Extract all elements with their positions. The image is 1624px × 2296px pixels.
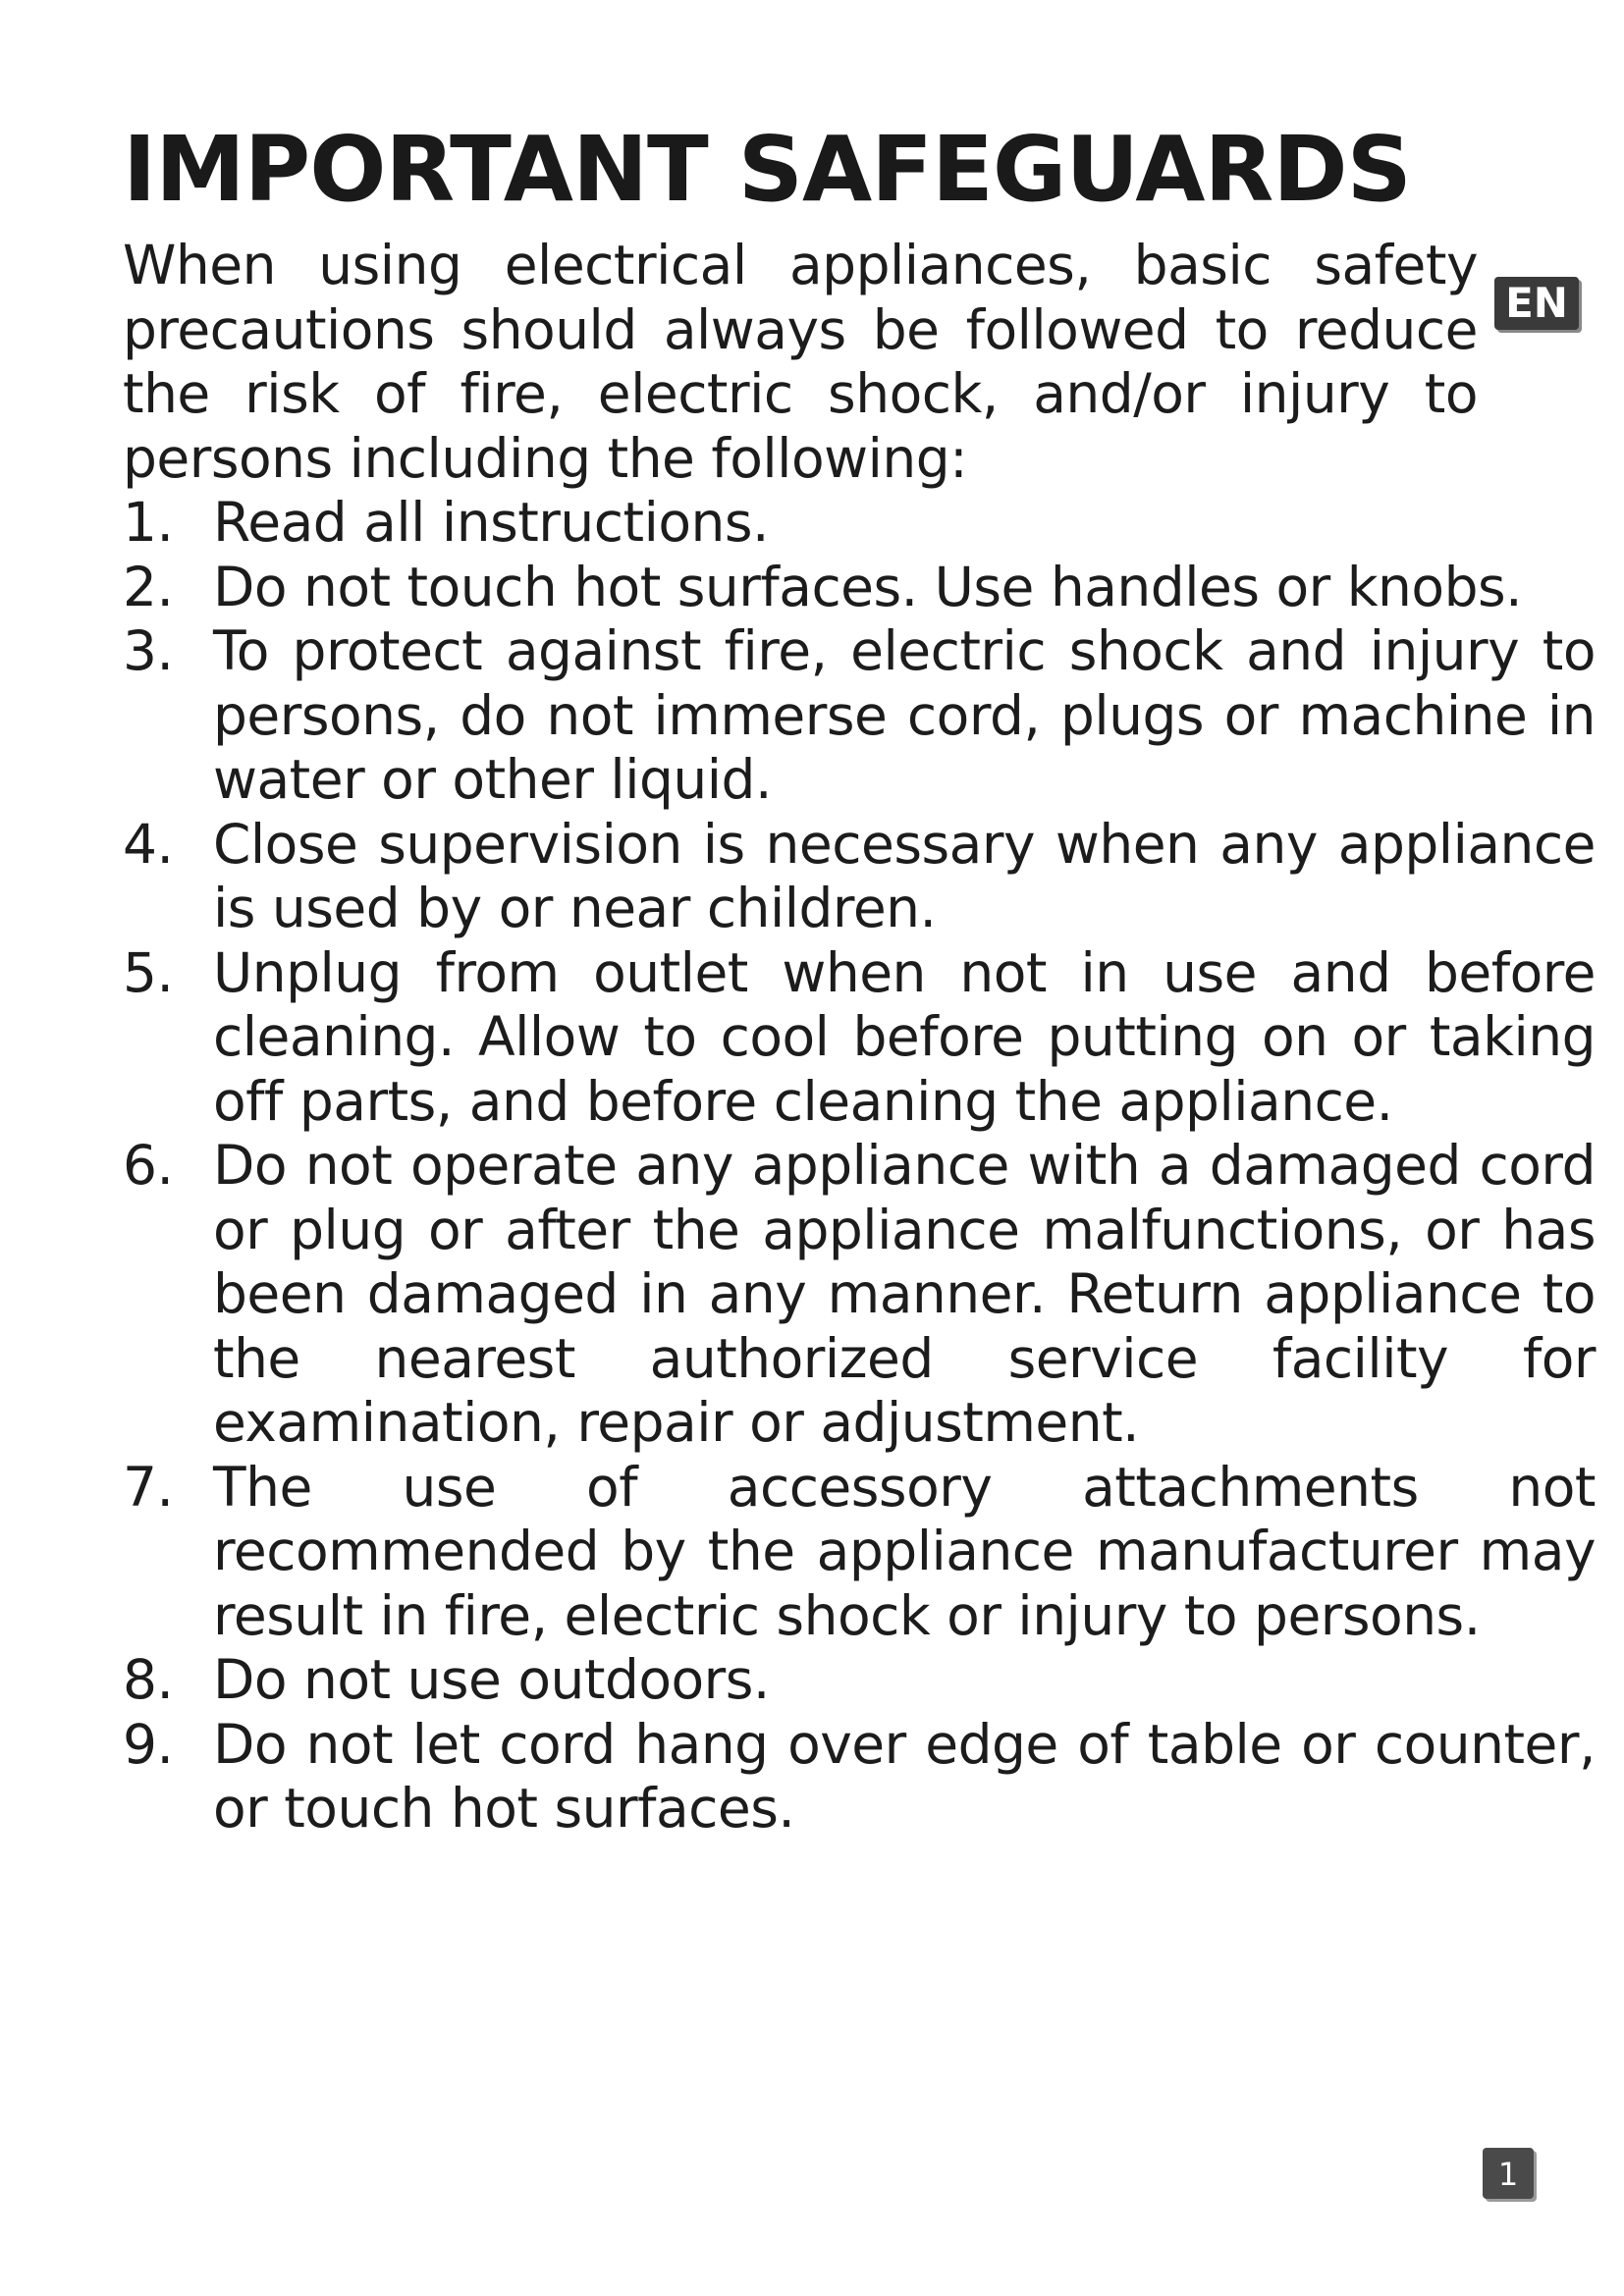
list-item-text: Close supervision is necessary when any appliance is used by or near children. [213, 812, 1596, 939]
list-item-text: To protect against fire, electric shock and injury to persons, do not immerse cord, plugs or machine in water or other liquid. [213, 619, 1596, 811]
safeguards-content [123, 234, 1596, 1842]
list-item-number: 2. [123, 555, 174, 618]
page-title: IMPORTANT SAFEGUARDS [123, 117, 1411, 222]
list-item [123, 1713, 1596, 1842]
list-item-number: 3. [123, 619, 174, 682]
list-item-number: 8. [123, 1648, 174, 1711]
list-item-number: 7. [123, 1455, 174, 1519]
list-item-text: Do not use outdoors. [213, 1648, 770, 1711]
list-item-number: 6. [123, 1134, 174, 1197]
list-item-number: 9. [123, 1712, 174, 1776]
list-item-number: 5. [123, 940, 174, 1004]
list-item-text: Do not let cord hang over edge of table or counter, or touch hot surfaces. [213, 1712, 1596, 1840]
intro-paragraph: When using electrical appliances, basic safety precautions should always be followed to reduce the risk of fire, electric shock, and/or injury to persons including the following: [123, 234, 1478, 490]
list-item-text: The use of accessory attachments not recommended by the appliance manufacturer may result in fire, electric shock or injury to persons. [213, 1455, 1596, 1647]
language-badge: EN [1494, 277, 1579, 330]
list-item-number: 4. [123, 812, 174, 876]
list-item [123, 1456, 1596, 1649]
list-item [123, 556, 1596, 620]
list-item-text: Unplug from outlet when not in use and before cleaning. Allow to cool before putting on or taking off parts, and before cleaning the appliance. [213, 940, 1596, 1133]
list-item-text: Do not touch hot surfaces. Use handles or knobs. [213, 555, 1523, 618]
safeguards-list [123, 491, 1596, 1842]
list-item [123, 619, 1596, 813]
list-item-number: 1. [123, 491, 174, 554]
list-item [123, 941, 1596, 1135]
list-item-text: Do not operate any appliance with a damaged cord or plug or after the appliance malfunctions, or has been damaged in any manner. Return appliance to the nearest authorized service facility for examination, repair or adjustment. [213, 1134, 1596, 1454]
page-number: 1 [1483, 2148, 1534, 2199]
list-item-text: Read all instructions. [213, 491, 769, 554]
list-item [123, 1134, 1596, 1456]
list-item [123, 813, 1596, 941]
list-item [123, 1648, 1596, 1713]
list-item [123, 491, 1596, 556]
